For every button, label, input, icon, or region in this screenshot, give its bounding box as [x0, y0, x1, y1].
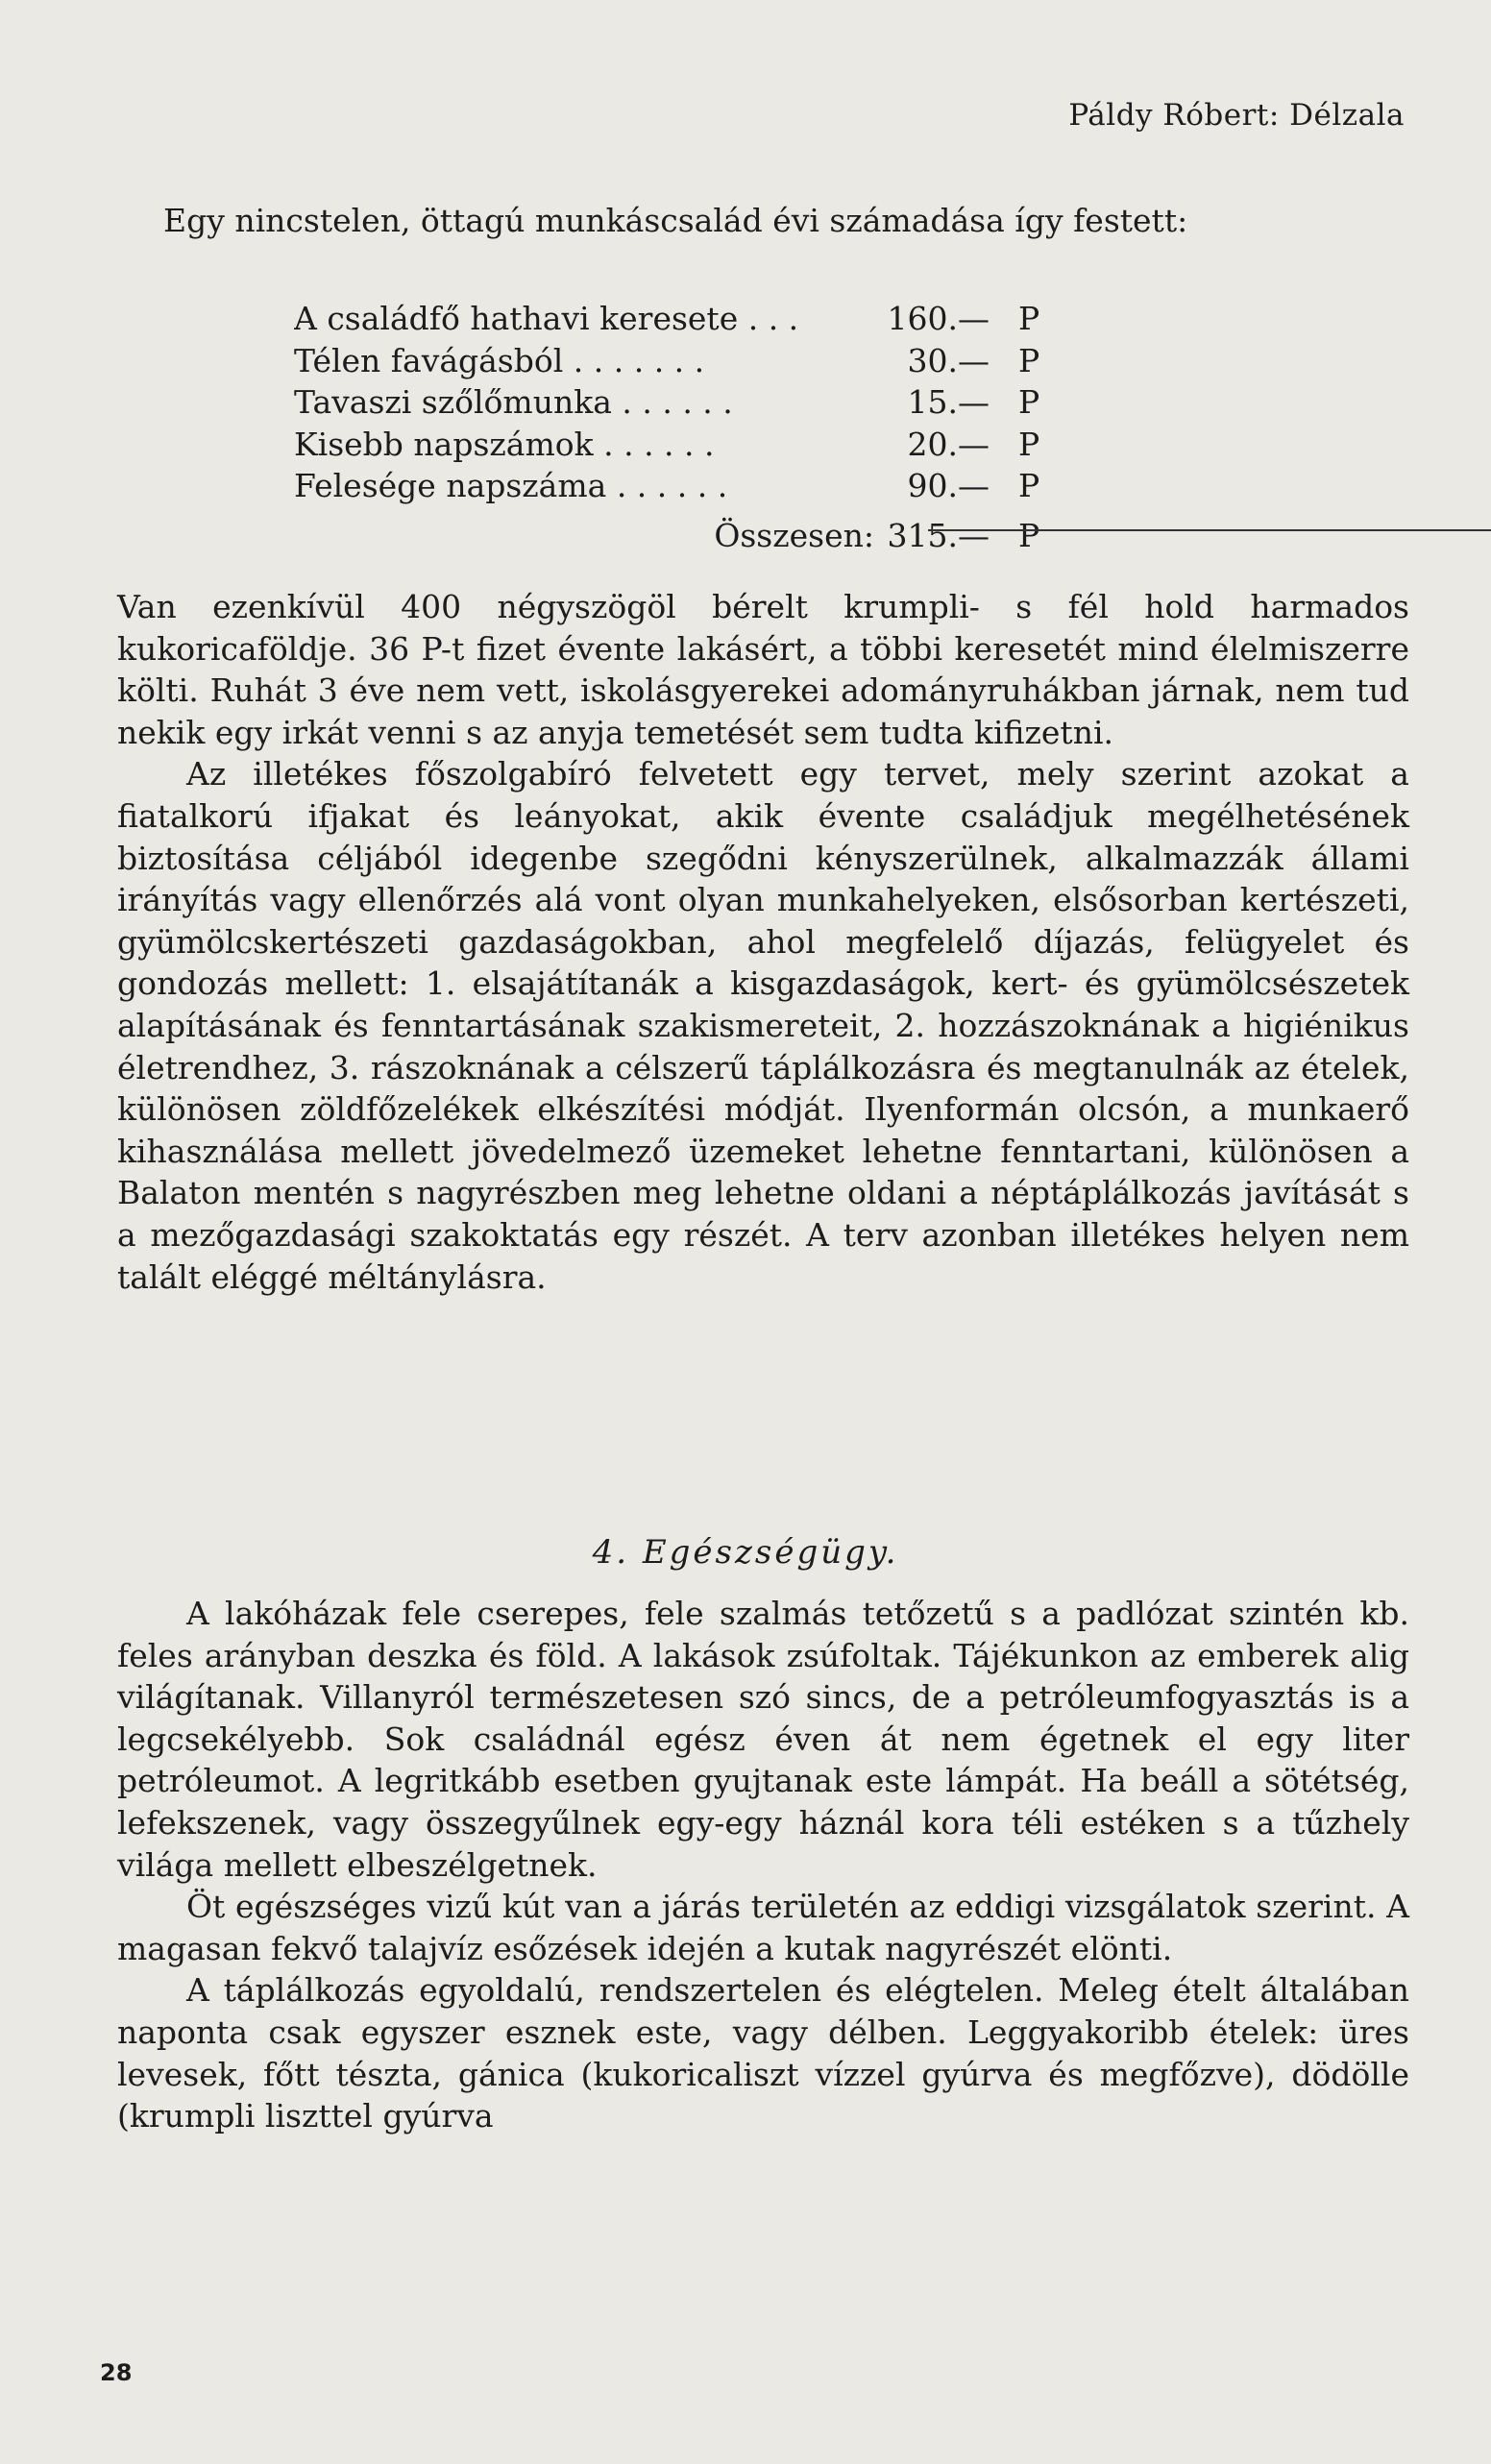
- ledger-label: Télen favágásból . . . . . . .: [294, 341, 705, 379]
- ledger-label: A családfő hathavi keresete . . .: [294, 300, 799, 337]
- ledger-unit: P: [1018, 341, 1040, 379]
- ledger-row: [294, 424, 1420, 466]
- running-head: Páldy Róbert: Délzala: [1068, 98, 1405, 133]
- paragraph: A lakóházak fele cserepes, fele szalmás tetőzetű s a padlózat szintén kb. feles arányban deszka és föld. A lakások zsúfoltak. Tájékunkon az emberek alig világítanak. Villanyról természetesen szó sincs, de a petróleumfogyasztás is a legcsekélyebb. Sok családnál egész éven át nem égetnek el egy liter petróleumot. A legritkább esetben gyujtanak este lámpát. Ha beáll a sötétség, lefekszenek, vagy összegyűlnek egy-egy háznál kora téli estéken s a tűzhely világa mellett elbeszélgetnek.: [117, 1595, 1409, 1884]
- ledger-unit: P: [1018, 467, 1040, 505]
- total-unit: P: [1018, 516, 1040, 554]
- ledger-unit: P: [1018, 425, 1040, 463]
- expense-ledger: [294, 298, 1420, 557]
- ledger-label: Felesége napszáma . . . . . .: [294, 467, 728, 505]
- ledger-row: [294, 465, 1420, 507]
- ledger-amount: 90.—: [907, 467, 990, 505]
- ledger-amount: 30.—: [907, 341, 990, 379]
- paragraph: Az illetékes főszolgabíró felvetett egy tervet, mely szerint azokat a fiatalkorú ifjakat és leányokat, akik évente családjuk megélhetésének biztosítása céljából idegenbe szegődni kényszerülnek, alkalmazzák állami irányítás vagy ellenőrzés alá vont olyan munkahelyeken, elsősorban kertészeti, gyümölcskertészeti gazdaságokban, ahol megfelelő díjazás, felügyelet és gondozás mellett: 1. elsajátítanák a kisgazdaságok, kert- és gyümölcsészetek alapításának és fenntartásának szakismereteit, 2. hozzászoknának a higiénikus életrendhez, 3. rászoknának a célszerű táplálkozásra és megtanulnák az ételek, különösen zöldfőzelékek elkészítési módját. Ilyenformán olcsón, a munkaerő kihasználása mellett jövedelmező üzemeket lehetne fenntartani, különösen a Balaton mentén s nagyrészben meg lehetne oldani a néptáplálkozás javítását s a mezőgazdasági szakoktatás egy részét. A terv azonban illetékes helyen nem talált eléggé méltánylásra.: [117, 755, 1409, 1296]
- ledger-amount: 15.—: [907, 383, 990, 422]
- page-number: 28: [100, 2359, 133, 2386]
- paragraph: A táplálkozás egyoldalú, rendszertelen és elégtelen. Meleg ételt általában naponta csak egyszer esznek este, vagy délben. Leggyakoribb ételek: üres levesek, főtt tészta, gánica (kukoricaliszt vízzel gyúrva és megfőzve), dödölle (krumpli liszttel gyúrva: [117, 1971, 1409, 2135]
- paragraph: Van ezenkívül 400 négyszögöl bérelt krumpli- s fél hold harmados kukoricaföldje. 36 P-t fizet évente lakásért, a többi keresetét mind élelmiszerre költi. Ruhát 3 éve nem vett, iskolásgyerekei adományruhákban járnak, nem tud nekik egy irkát venni s az anyja temetését sem tudta kifizetni.: [117, 588, 1409, 751]
- intro-paragraph: [117, 200, 1409, 242]
- ledger-unit: P: [1018, 383, 1040, 422]
- body-section-1: [117, 586, 1409, 1298]
- total-label: Összesen:: [714, 516, 874, 554]
- ledger-row: [294, 298, 1420, 340]
- ledger-unit: P: [1018, 300, 1040, 337]
- paragraph: Öt egészséges vizű kút van a járás területén az eddigi vizsgálatok szerint. A magasan fekvő talajvíz esőzések idején a kutak nagyrészét elönti.: [117, 1888, 1409, 1967]
- intro-text: Egy nincstelen, öttagú munkáscsalád évi számadása így festett:: [163, 202, 1188, 239]
- body-section-2: [117, 1593, 1409, 2137]
- ledger-total-row: [294, 515, 1420, 557]
- ledger-amount: 160.—: [887, 300, 990, 337]
- total-amount: 315.—: [887, 516, 990, 554]
- sum-rule: [928, 529, 1491, 531]
- ledger-row: [294, 381, 1420, 424]
- ledger-amount: 20.—: [907, 425, 990, 463]
- ledger-label: Tavaszi szőlőmunka . . . . . .: [294, 383, 733, 422]
- section-heading: 4. Egészségügy.: [592, 1533, 899, 1572]
- ledger-label: Kisebb napszámok . . . . . .: [294, 425, 715, 463]
- ledger-row: [294, 340, 1420, 382]
